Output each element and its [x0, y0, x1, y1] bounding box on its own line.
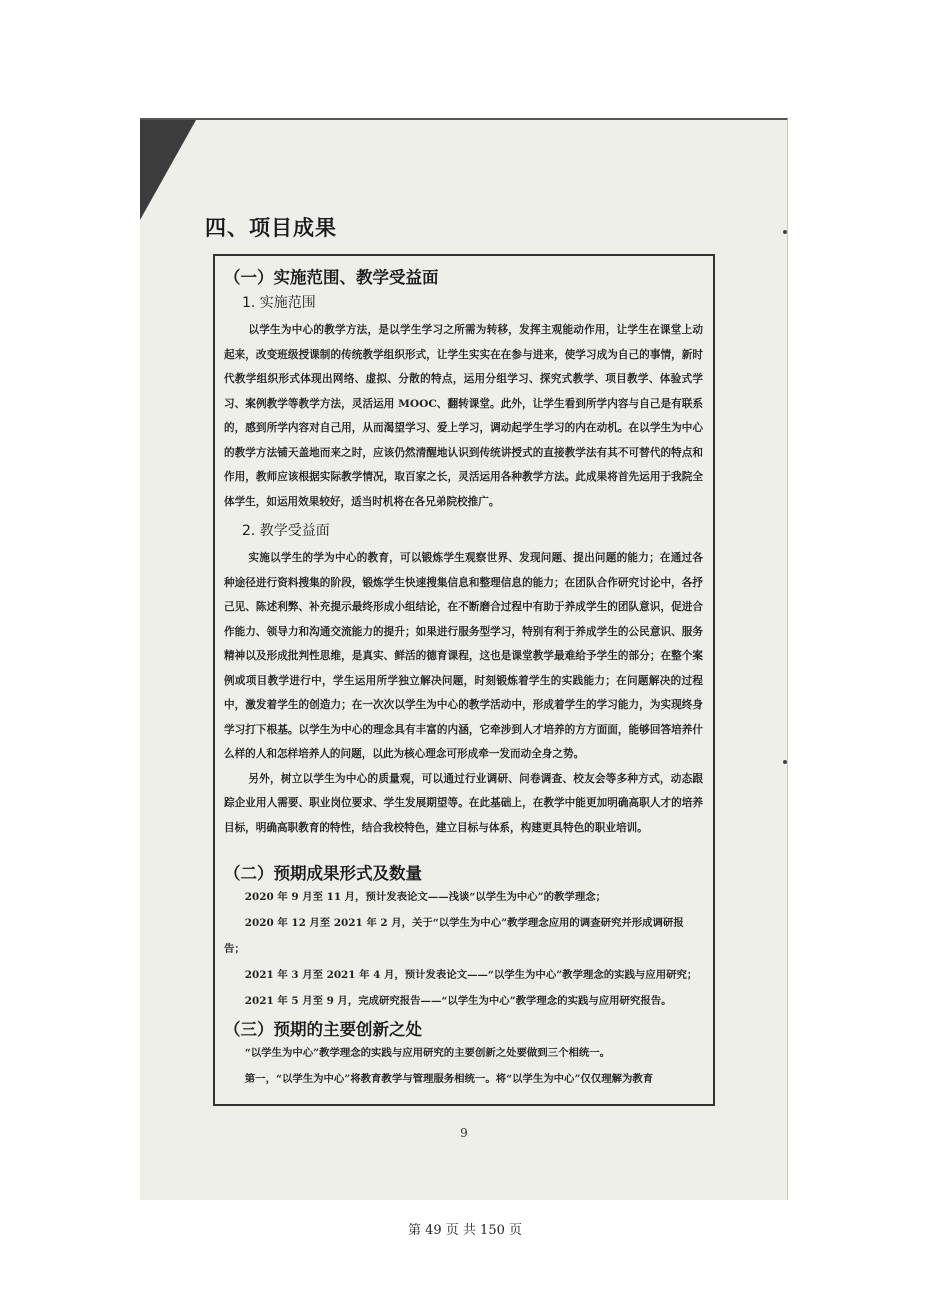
- section1-sub2-title: 2. 教学受益面: [242, 523, 330, 539]
- outcome-item: 2020 年 12 月至 2021 年 2 月，关于“以学生为中心”教学理念应用的调查研究并形成调研报告；: [224, 917, 684, 955]
- folded-corner: [140, 120, 196, 220]
- scan-speck: [783, 230, 787, 234]
- section1-sub2-paragraph-2: 另外，树立以学生为中心的质量观，可以通过行业调研、问卷调查、校友会等多种方式，动态跟踪企业用人需要、职业岗位要求、学生发展期望等。在此基础上，在教学中能更加明确高职人才的培养目标，明确高职教育的特性，结合我校特色，建立目标与体系，构建更具特色的职业培训。: [224, 772, 703, 834]
- page-footer: 第 49 页 共 150 页: [407, 1223, 523, 1238]
- section2-title: （二）预期成果形式及数量: [224, 864, 422, 883]
- outcome-item: 2021 年 5 月至 9 月，完成研究报告——“以学生为中心”教学理念的实践与应用研究报告。: [244, 995, 672, 1007]
- scanned-page: [140, 118, 788, 1200]
- content-frame: [213, 254, 715, 1106]
- section1-sub2-paragraph-1: 实施以学生的学为中心的教育，可以锻炼学生观察世界、发现问题、提出问题的能力；在通过各种途径进行资料搜集的阶段，锻炼学生快速搜集信息和整理信息的能力；在团队合作研究讨论中，各抒己见、陈述利弊、补充提示最终形成小组结论，在不断磨合过程中有助于养成学生的团队意识，促进合作能力、领导力和沟通交流能力的提升；如果进行服务型学习，特别有利于养成学生的公民意识、服务精神以及形成批判性思维，是真实、鲜活的德育课程，这也是课堂教学最难给予学生的部分；在整个案例或项目教学进行中，学生运用所学独立解决问题，时刻锻炼着学生的实践能力；在问题解决的过程中，激发着学生的创造力；在一次次以学生为中心的教学活动中，形成着学生的学习能力，为实现终身学习打下根基。以学生为中心的理念具有丰富的内涵，它牵涉到人才培养的方方面面，能够回答培养什么样的人和怎样培养人的问题，以此为核心理念可形成牵一发而动全身之势。: [224, 552, 703, 760]
- section3-paragraph-1: “以学生为中心”教学理念的实践与应用研究的主要创新之处要做到三个相统一。: [244, 1047, 611, 1059]
- section3-title: （三）预期的主要创新之处: [224, 1020, 422, 1039]
- outcome-item: 2021 年 3 月至 2021 年 4 月，预计发表论文——“以学生为中心”教学理念的实践与应用研究；: [244, 969, 698, 981]
- page-heading: 四、项目成果: [205, 216, 337, 240]
- section3-paragraph-2: 第一，“以学生为中心”将教育教学与管理服务相统一。将“以学生为中心”仅仅理解为教育: [244, 1073, 654, 1085]
- section1-sub1-title: 1. 实施范围: [242, 295, 316, 311]
- section1-sub1-paragraph: 以学生为中心的教学方法，是以学生学习之所需为转移，发挥主观能动作用，让学生在课堂上动起来，改变班级授课制的传统教学组织形式，让学生实实在在参与进来，使学习成为自己的事情，新时代教学组织形式体现出网络、虚拟、分散的特点，运用分组学习、探究式教学、项目教学、体验式学习、案例教学等教学方法，灵活运用 MOOC、翻转课堂。此外，让学生看到所学内容与自己是有联系的，感到所学内容对自己用，从而渴望学习、爱上学习，调动起学生学习的内在动机。在以学生为中心的教学方法铺天盖地而来之时，应该仍然清醒地认识到传统讲授式的直接教学法有其不可替代的特点和作用，教师应该根据实际教学情况，取百家之长，灵活运用各种教学方法。此成果将首先运用于我院全体学生，如运用效果较好，适当时机将在各兄弟院校推广。: [224, 324, 703, 508]
- outcome-item: 2020 年 9 月至 11 月，预计发表论文——浅谈“以学生为中心”的教学理念；: [244, 891, 606, 903]
- scan-speck: [783, 760, 787, 764]
- scan-page-number: 9: [460, 1126, 468, 1140]
- section1-title: （一）实施范围、教学受益面: [224, 268, 439, 287]
